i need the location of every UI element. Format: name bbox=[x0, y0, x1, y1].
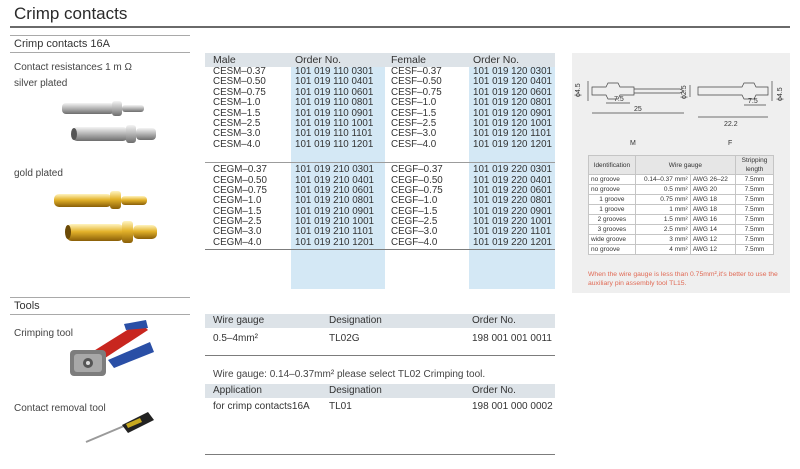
female-part: CESF–2.5 bbox=[391, 117, 437, 129]
silver-plated-label: silver plated bbox=[14, 78, 68, 89]
wg-identification: no groove bbox=[589, 175, 636, 185]
female-order-no: 101 019 120 1101 bbox=[473, 128, 552, 140]
female-order-no: 101 019 120 1201 bbox=[473, 138, 552, 150]
male-part: CEGM–0.37 bbox=[213, 164, 267, 176]
header-order-no: Order No. bbox=[472, 315, 516, 326]
wg-stripping: 7.5mm bbox=[736, 225, 774, 235]
female-order-no: 101 019 120 1001 bbox=[473, 117, 552, 129]
female-part: CEGF–0.50 bbox=[391, 174, 443, 186]
female-part: CESF–1.0 bbox=[391, 97, 437, 109]
gold-contacts-image bbox=[52, 186, 160, 252]
crimping-tool-table bbox=[205, 314, 555, 356]
table-spacer bbox=[205, 150, 555, 162]
male-order-no: 101 019 110 0301 bbox=[295, 66, 374, 77]
table-row bbox=[589, 205, 774, 215]
contact-drawing bbox=[572, 53, 790, 153]
wg-stripping: 7.5mm bbox=[736, 235, 774, 245]
female-part: CEGF–3.0 bbox=[391, 226, 438, 238]
wg-stripping: 7.5mm bbox=[736, 195, 774, 205]
wg-awg: AWG 26–22 bbox=[690, 175, 735, 185]
removal-designation: TL01 bbox=[329, 401, 352, 412]
wg-awg: AWG 12 bbox=[690, 245, 735, 255]
wg-mm2: 4 mm² bbox=[635, 245, 690, 255]
table-bottom-rule bbox=[205, 249, 555, 250]
female-order-no: 101 019 120 0801 bbox=[473, 97, 552, 109]
female-part: CESF–1.5 bbox=[391, 107, 437, 119]
contact-table-header bbox=[205, 53, 555, 67]
header-application: Application bbox=[213, 385, 262, 396]
male-part: CEGM–2.5 bbox=[213, 216, 262, 228]
wg-awg: AWG 20 bbox=[690, 185, 735, 195]
wg-stripping: 7.5mm bbox=[736, 245, 774, 255]
wg-identification: 3 grooves bbox=[589, 225, 636, 235]
male-order-no: 101 019 110 0801 bbox=[295, 97, 374, 109]
female-part: CESF–4.0 bbox=[391, 138, 437, 150]
wg-mm2: 1 mm² bbox=[635, 205, 690, 215]
female-order-no: 101 019 120 0601 bbox=[473, 86, 552, 98]
table-row bbox=[205, 400, 555, 414]
dim-female-length: 22.2 bbox=[724, 121, 738, 128]
table-row bbox=[205, 140, 555, 150]
wg-mm2: 0.14–0.37 mm² bbox=[635, 175, 690, 185]
header-designation: Designation bbox=[329, 385, 382, 396]
female-order-no: 101 019 220 1001 bbox=[473, 216, 552, 228]
wg-awg: AWG 16 bbox=[690, 215, 735, 225]
male-order-no: 101 019 210 0801 bbox=[295, 195, 374, 207]
section-rule bbox=[10, 314, 190, 315]
removal-tool-table bbox=[205, 384, 555, 414]
wg-mm2: 3 mm² bbox=[635, 235, 690, 245]
male-order-no: 101 019 110 0401 bbox=[295, 76, 374, 88]
table-row bbox=[589, 175, 774, 185]
female-part: CEGF–1.5 bbox=[391, 205, 438, 217]
gold-plated-label: gold plated bbox=[14, 168, 63, 179]
male-part: CESM–0.75 bbox=[213, 86, 266, 98]
wg-awg: AWG 18 bbox=[690, 205, 735, 215]
male-order-no: 101 019 110 0601 bbox=[295, 86, 374, 98]
label-female: F bbox=[728, 140, 733, 147]
female-order-no: 101 019 120 0301 bbox=[473, 66, 552, 77]
dim-male-diameter: ϕ4.5 bbox=[575, 83, 582, 97]
male-part: CEGM–4.0 bbox=[213, 236, 262, 248]
dim-male-inner: 7.5 bbox=[614, 96, 624, 103]
wg-header-wire-gauge: Wire gauge bbox=[635, 156, 735, 175]
female-part: CEGF–0.75 bbox=[391, 184, 443, 196]
dim-pin-diameter: ϕ2.5 bbox=[681, 85, 688, 99]
female-order-no: 101 019 220 0301 bbox=[473, 164, 552, 176]
female-order-no: 101 019 220 0601 bbox=[473, 184, 552, 196]
female-order-no: 101 019 220 1201 bbox=[473, 236, 552, 248]
section-heading-contacts: Crimp contacts 16A bbox=[14, 38, 110, 50]
label-male: M bbox=[630, 140, 636, 147]
contact-table bbox=[205, 53, 555, 250]
table-bottom-rule bbox=[205, 454, 555, 455]
table-row bbox=[589, 235, 774, 245]
male-order-no: 101 019 210 1001 bbox=[295, 216, 374, 228]
wg-identification: no groove bbox=[589, 185, 636, 195]
dimension-diagram bbox=[572, 53, 790, 293]
section-rule bbox=[10, 52, 190, 53]
page-title: Crimp contacts bbox=[14, 4, 128, 23]
section-heading-tools: Tools bbox=[14, 300, 40, 312]
removal-table-header bbox=[205, 384, 555, 398]
table-row bbox=[589, 195, 774, 205]
wg-identification: 1 groove bbox=[589, 195, 636, 205]
header-order-no: Order No. bbox=[472, 385, 516, 396]
table-row bbox=[205, 165, 555, 175]
wg-header-stripping: Stripping length bbox=[736, 156, 774, 175]
female-order-no: 101 019 220 0401 bbox=[473, 174, 552, 186]
male-order-no: 101 019 210 0601 bbox=[295, 184, 374, 196]
female-part: CESF–3.0 bbox=[391, 128, 437, 140]
wg-stripping: 7.5mm bbox=[736, 175, 774, 185]
wg-mm2: 1.5 mm² bbox=[635, 215, 690, 225]
female-order-no: 101 019 120 0401 bbox=[473, 76, 552, 88]
male-part: CESM–2.5 bbox=[213, 117, 261, 129]
crimp-order-no: 198 001 001 0011 bbox=[472, 333, 552, 344]
wg-identification: wide groove bbox=[589, 235, 636, 245]
male-part: CESM–0.50 bbox=[213, 76, 266, 88]
female-part: CEGF–4.0 bbox=[391, 236, 438, 248]
wg-stripping: 7.5mm bbox=[736, 215, 774, 225]
table-row bbox=[589, 215, 774, 225]
crimping-tool-label: Crimping tool bbox=[14, 328, 73, 339]
table-row bbox=[589, 245, 774, 255]
removal-application: for crimp contacts16A bbox=[213, 401, 310, 412]
section-rule bbox=[10, 35, 190, 36]
wg-awg: AWG 14 bbox=[690, 225, 735, 235]
contact-resistance-label: Contact resistance≤ 1 m Ω bbox=[14, 62, 133, 73]
female-part: CESF–0.75 bbox=[391, 86, 442, 98]
crimping-tool-image bbox=[62, 318, 158, 384]
female-part: CEGF–0.37 bbox=[391, 164, 443, 176]
table-row bbox=[589, 185, 774, 195]
male-part: CESM–0.37 bbox=[213, 66, 266, 77]
removal-tool-label: Contact removal tool bbox=[14, 403, 106, 414]
male-order-no: 101 019 210 0301 bbox=[295, 164, 374, 176]
male-part: CESM–1.0 bbox=[213, 97, 261, 109]
male-part: CESM–4.0 bbox=[213, 138, 261, 150]
male-part: CEGM–3.0 bbox=[213, 226, 262, 238]
male-order-no: 101 019 210 1201 bbox=[295, 236, 374, 248]
female-part: CESF–0.50 bbox=[391, 76, 442, 88]
female-order-no: 101 019 220 0901 bbox=[473, 205, 552, 217]
removal-order-no: 198 001 000 0002 bbox=[472, 401, 553, 412]
crimp-wire-gauge: 0.5–4mm² bbox=[213, 333, 259, 344]
header-female: Female bbox=[391, 54, 427, 66]
crimp-table-header bbox=[205, 314, 555, 328]
header-male: Male bbox=[213, 54, 236, 66]
female-part: CEGF–2.5 bbox=[391, 216, 438, 228]
removal-tool-image bbox=[82, 408, 158, 448]
wg-stripping: 7.5mm bbox=[736, 185, 774, 195]
table-row bbox=[205, 238, 555, 248]
wg-identification: 1 groove bbox=[589, 205, 636, 215]
table-row bbox=[205, 98, 555, 108]
wg-mm2: 0.75 mm² bbox=[635, 195, 690, 205]
wg-identification: no groove bbox=[589, 245, 636, 255]
male-part: CESM–3.0 bbox=[213, 128, 261, 140]
dim-female-inner: 7.5 bbox=[748, 98, 758, 105]
wg-awg: AWG 12 bbox=[690, 235, 735, 245]
table-bottom-rule bbox=[205, 355, 555, 356]
male-order-no: 101 019 210 0401 bbox=[295, 174, 374, 186]
dim-female-diameter: ϕ4.5 bbox=[777, 87, 784, 101]
header-wire-gauge: Wire gauge bbox=[213, 315, 265, 326]
wg-mm2: 2.5 mm² bbox=[635, 225, 690, 235]
wg-stripping: 7.5mm bbox=[736, 205, 774, 215]
silver-contacts-image bbox=[60, 97, 160, 153]
header-order-no: Order No. bbox=[473, 54, 520, 66]
female-part: CESF–0.37 bbox=[391, 66, 442, 77]
wg-awg: AWG 18 bbox=[690, 195, 735, 205]
wire-gauge-note: When the wire gauge is less than 0.75mm²,it's better to use the auxiliary pin assembly tool TL15. bbox=[588, 271, 778, 287]
table-row bbox=[589, 225, 774, 235]
title-divider bbox=[10, 26, 790, 28]
header-order-no: Order No. bbox=[295, 54, 342, 66]
male-order-no: 101 019 110 0901 bbox=[295, 107, 374, 119]
wg-mm2: 0.5 mm² bbox=[635, 185, 690, 195]
dim-total-length: 25 bbox=[634, 106, 642, 113]
male-order-no: 101 019 210 0901 bbox=[295, 205, 374, 217]
male-part: CEGM–1.5 bbox=[213, 205, 262, 217]
male-order-no: 101 019 210 1101 bbox=[295, 226, 374, 238]
wg-header-identification: Identification bbox=[589, 156, 636, 175]
female-order-no: 101 019 220 1101 bbox=[473, 226, 552, 238]
female-order-no: 101 019 120 0901 bbox=[473, 107, 552, 119]
female-order-no: 101 019 220 0801 bbox=[473, 195, 552, 207]
table-row bbox=[205, 332, 555, 346]
male-order-no: 101 019 110 1101 bbox=[295, 128, 373, 140]
wg-identification: 2 grooves bbox=[589, 215, 636, 225]
header-designation: Designation bbox=[329, 315, 382, 326]
male-part: CEGM–1.0 bbox=[213, 195, 262, 207]
male-order-no: 101 019 110 1001 bbox=[295, 117, 374, 129]
wire-gauge-table bbox=[588, 155, 774, 255]
male-order-no: 101 019 110 1201 bbox=[295, 138, 374, 150]
male-part: CEGM–0.75 bbox=[213, 184, 267, 196]
female-part: CEGF–1.0 bbox=[391, 195, 438, 207]
removal-wire-gauge-note: Wire gauge: 0.14–0.37mm² please select TL02 Crimping tool. bbox=[213, 369, 486, 380]
crimp-designation: TL02G bbox=[329, 333, 360, 344]
male-part: CESM–1.5 bbox=[213, 107, 261, 119]
male-part: CEGM–0.50 bbox=[213, 174, 267, 186]
section-rule bbox=[10, 297, 190, 298]
